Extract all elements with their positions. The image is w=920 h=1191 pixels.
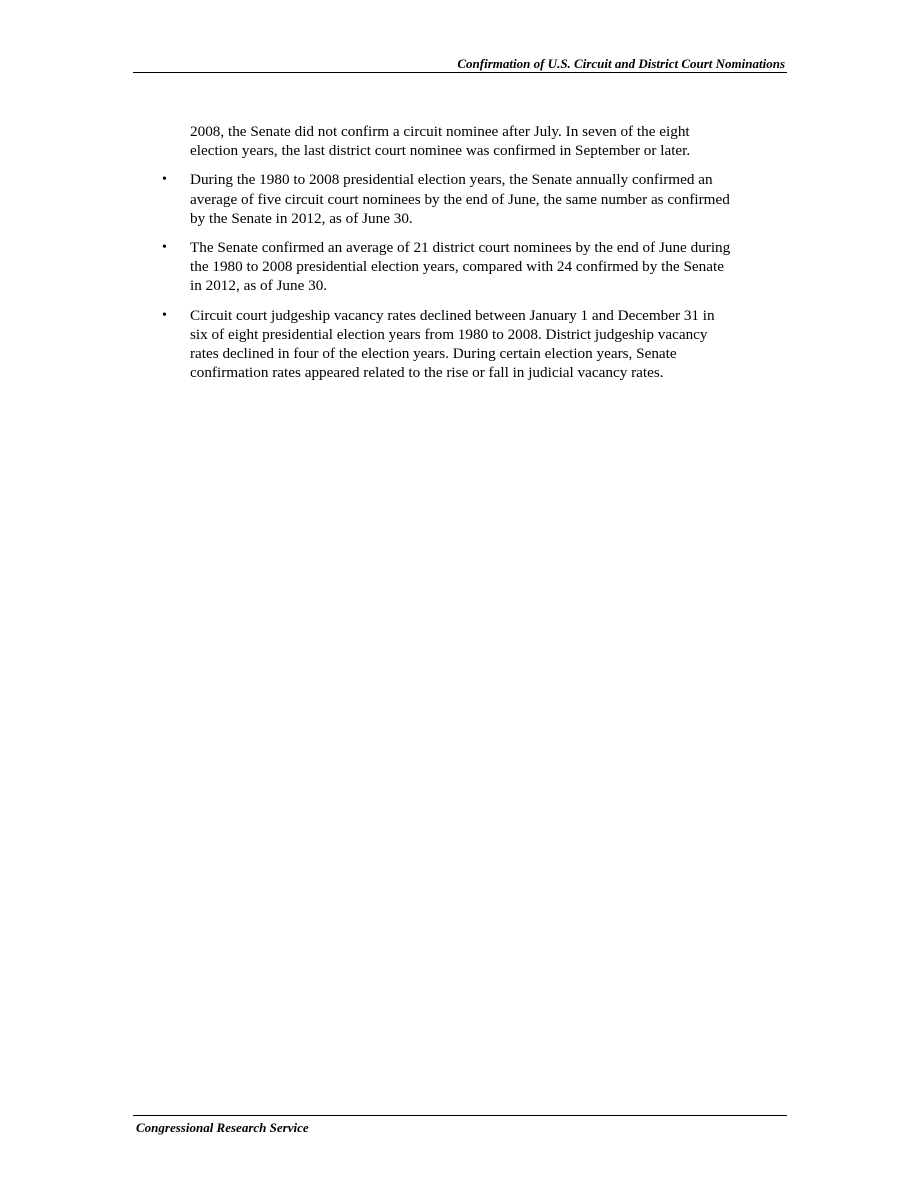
list-item bbox=[133, 170, 733, 228]
footer-text: Congressional Research Service bbox=[136, 1120, 309, 1135]
list-item bbox=[133, 306, 733, 383]
running-header-title: Confirmation of U.S. Circuit and District Court Nominations bbox=[457, 56, 785, 71]
continuation-paragraph: 2008, the Senate did not confirm a circuit nominee after July. In seven of the eight election years, the last district court nominee was confirmed in September or later. bbox=[190, 123, 691, 160]
list-item bbox=[133, 238, 733, 296]
bullet-list bbox=[133, 170, 733, 382]
bullet-icon: • bbox=[162, 307, 167, 323]
bullet-icon: • bbox=[162, 240, 167, 256]
body-content bbox=[133, 122, 733, 392]
bullet-text: During the 1980 to 2008 presidential election years, the Senate annually confirmed an average of five circuit court nominees by the end of June, the same number as confirmed by the Senate in 2012, as of June 30. bbox=[190, 171, 730, 227]
bullet-text: The Senate confirmed an average of 21 district court nominees by the end of June during the 1980 to 2008 presidential election years, compared with 24 confirmed by the Senate in 2012, as of June 30. bbox=[190, 239, 731, 295]
page-header bbox=[133, 56, 787, 73]
page-footer bbox=[133, 1115, 787, 1135]
bullet-text: Circuit court judgeship vacancy rates declined between January 1 and December 31 in six of eight presidential election years from 1980 to 2008. District judgeship vacancy rates declined in four of the election years. During certain election years, Senate confirmation rates appeared related to the rise or fall in judicial vacancy rates. bbox=[190, 306, 715, 382]
bullet-icon: • bbox=[162, 172, 167, 188]
